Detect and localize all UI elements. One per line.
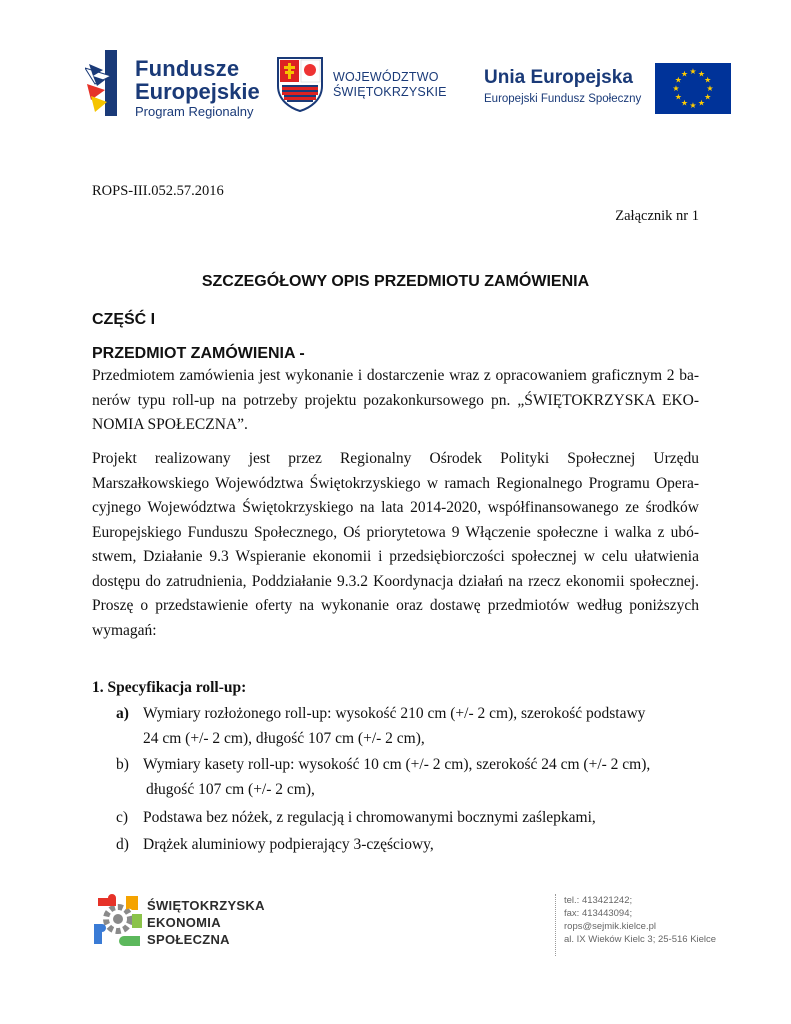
header-logos (0, 0, 791, 140)
p2-line: stwem, Działanie 9.3 Wspieranie ekonomii i przedsiębiorczości społecznej w celu ułatwienia (92, 548, 699, 565)
p1-line: Przedmiotem zamówienia jest wykonanie i dostarczenie wraz z opracowaniem graficznym 2 ba- (92, 367, 699, 384)
p2-line: cyjnego Województwa Świętokrzyskiego na lata 2014-2020, współfinansowanego ze środków (92, 499, 699, 516)
list-item (116, 833, 706, 858)
woj-line2: ŚWIĘTOKRZYSKIE (333, 85, 447, 99)
fe-logo-line1: Fundusze (135, 56, 240, 81)
list-item-line1: Wymiary rozłożonego roll-up: wysokość 210 cm (+/- 2 cm), szerokość podstawy (143, 705, 646, 722)
svg-text:★: ★ (697, 98, 706, 108)
spec-heading: 1. Specyfikacja roll-up: (92, 679, 247, 696)
list-item-line1: Drążek aluminiowy podpierający 3-częściowy, (143, 835, 434, 853)
ue-subtitle: Europejski Fundusz Społeczny (484, 93, 642, 105)
gear-puzzle-icon (92, 892, 144, 948)
svg-text:★: ★ (689, 67, 697, 76)
subject-heading: PRZEDMIOT ZAMÓWIENIA - (92, 345, 305, 362)
contact-info (564, 894, 744, 946)
p1-line: nerów typu roll-up na potrzeby projektu pozakonkursowego pn. „ŚWIĘTOKRZYSKA EKO- (92, 391, 699, 409)
svg-text:★: ★ (674, 75, 682, 85)
list-item (116, 753, 706, 802)
list-item-line2: 24 cm (+/- 2 cm), długość 107 cm (+/- 2 cm), (143, 729, 425, 747)
list-item-line2: długość 107 cm (+/- 2 cm), (146, 780, 315, 798)
svg-text:★: ★ (704, 92, 712, 102)
part-heading: CZĘŚĆ I (92, 311, 156, 328)
woj-line1: WOJEWÓDZTWO (333, 70, 439, 84)
fe-logo-line2: Europejskie (135, 79, 260, 104)
footer (0, 880, 791, 970)
svg-text:★: ★ (706, 84, 714, 93)
fe-logo-line3: Program Regionalny (135, 104, 254, 119)
ue-title: Unia Europejska (484, 67, 633, 88)
svg-text:★: ★ (672, 84, 680, 93)
p2-line: Marszałkowskiego Województwa Świętokrzyskiego w ramach Regionalnego Programu Opera- (92, 474, 699, 492)
brand-line3: SPOŁECZNA (147, 932, 230, 947)
paragraph-project (92, 447, 699, 643)
spec-list (116, 702, 706, 857)
p2-line: Projekt realizowany jest przez Regionalny Ośrodek Polityki Społecznej Urzędu (92, 450, 699, 467)
p2-line: Proszę o przedstawienie oferty na wykonanie oraz dostawę przedmiotów według poniższych (92, 597, 699, 614)
svg-text:★: ★ (697, 69, 706, 79)
list-item (116, 702, 706, 751)
svg-text:★: ★ (680, 98, 689, 108)
list-marker: a) (116, 705, 129, 722)
list-item (116, 806, 706, 831)
svg-text:★: ★ (674, 92, 682, 102)
list-marker: b) (116, 756, 129, 773)
list-item-line1: Podstawa bez nóżek, z regulacją i chromowanymi bocznymi zaślepkami, (143, 809, 596, 826)
svg-text:★: ★ (680, 69, 689, 79)
coat-of-arms-icon (276, 56, 324, 112)
svg-text:★: ★ (704, 75, 712, 85)
list-marker: d) (116, 835, 129, 853)
contact-address: al. IX Wieków Kielc 3; 25-516 Kielce (564, 934, 717, 945)
ref-number: ROPS-III.052.57.2016 (92, 183, 224, 199)
contact-email: rops@sejmik.kielce.pl (564, 921, 657, 932)
brand-line2: EKONOMIA (147, 915, 221, 930)
svg-text:★: ★ (689, 101, 697, 110)
footer-divider (555, 894, 556, 956)
paragraph-subject (92, 364, 699, 438)
p2-line: dostępu do zatrudnienia, Poddziałanie 9.3.2 Koordynacja działań na rzecz ekonomii społecznej. (92, 572, 699, 590)
p1-line: NOMIA SPOŁECZNA”. (92, 416, 248, 433)
fundusze-star-icon (85, 50, 129, 116)
p2-line: wymagań: (92, 621, 157, 639)
contact-tel: tel.: 413421242; (564, 895, 633, 906)
main-title: SZCZEGÓŁOWY OPIS PRZEDMIOTU ZAMÓWIENIA (201, 273, 590, 290)
wojewodztwo-logo (276, 56, 447, 116)
list-marker: c) (116, 809, 129, 826)
list-item-line1: Wymiary kasety roll-up: wysokość 10 cm (+/- 2 cm), szerokość 24 cm (+/- 2 cm), (143, 756, 651, 773)
unia-europejska-logo (484, 60, 734, 120)
eu-flag-icon (655, 63, 731, 114)
attachment-label: Załącznik nr 1 (615, 208, 699, 224)
fundusze-europejskie-logo (85, 48, 275, 120)
p2-line: Europejskiego Funduszu Społecznego, Oś priorytetowa 9 Włączenie społeczne i walka z ubó- (92, 523, 699, 541)
contact-fax: fax: 413443094; (564, 908, 633, 919)
brand-line1: ŚWIĘTOKRZYSKA (147, 898, 265, 913)
